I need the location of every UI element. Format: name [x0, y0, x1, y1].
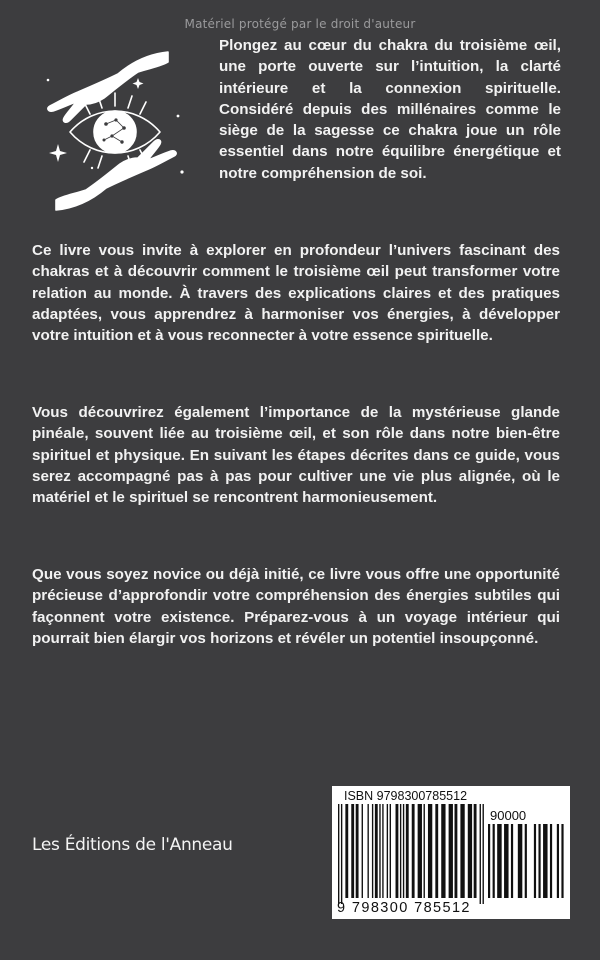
hands-third-eye-icon — [28, 40, 208, 215]
price-code: 90000 — [490, 808, 527, 823]
barcode-bar — [356, 804, 359, 898]
barcode-bar — [468, 804, 472, 898]
barcode-bar — [396, 804, 399, 898]
barcode-bar — [387, 804, 388, 898]
barcode-bar — [406, 804, 409, 898]
barcode-digits: 9 798300 785512 — [337, 900, 471, 916]
barcode-bar — [382, 804, 383, 898]
description-paragraph-3: Vous découvrirez également l’importance de la mystérieuse glande pinéale, souvent liée au troisième œil, et son rôle dans notre bien-être spirituel et physique. En suivant les étapes décrites dans ce guide, vous serez accompagné pas à pas pour cultiver une vie plus alignée, où le matériel et le spirituel se rencontrent harmonieusement. — [32, 404, 560, 507]
barcode-bar — [362, 804, 363, 898]
barcode-bar — [525, 824, 527, 898]
barcode-bar — [483, 804, 484, 904]
barcode-bar — [390, 804, 391, 898]
barcode-bar — [504, 824, 508, 898]
barcode-bar — [538, 824, 540, 898]
barcode-bar — [372, 804, 373, 898]
barcode-bar — [534, 824, 536, 898]
barcode-bar — [493, 824, 495, 898]
barcode-bar — [460, 804, 464, 898]
barcode-bar — [455, 804, 458, 898]
barcode-bar — [511, 824, 513, 898]
description-paragraph-2: Ce livre vous invite à explorer en profondeur l’univers fascinant des chakras et à découvrir comment le troisième œil peut transformer votre relation au monde. À travers des explications claires et des pratiques adaptées, vous apprendrez à harmoniser vos énergies, à développer votre intuition et à vous reconnecter à votre essence spirituelle. — [32, 242, 560, 345]
barcode-bar — [557, 824, 559, 898]
barcode-bar — [488, 824, 490, 898]
barcode-bar — [441, 804, 445, 898]
publisher-name: Les Éditions de l'Anneau — [32, 835, 233, 855]
barcode-bar — [550, 824, 552, 898]
barcode-bar — [543, 824, 547, 898]
barcode-bar — [424, 804, 425, 898]
description-paragraph-1: Plongez au cœur du chakra du troisième œil, une porte ouverte sur l’intuition, la clarté intérieure et la connexion spirituelle. Considéré depuis des millénaires comme le siège de la sagesse ce chakra joue un rôle essentiel dans notre équilibre énergétique et notre compréhension de soi. — [219, 37, 561, 182]
barcode-bar — [338, 804, 339, 904]
barcode-bar — [375, 804, 378, 898]
addon-barcode-bars — [488, 824, 566, 904]
barcode-bar — [403, 804, 404, 898]
isbn-label: ISBN 9798300785512 — [344, 789, 468, 803]
barcode-bar — [474, 804, 477, 898]
copyright-watermark-top: Matériel protégé par le droit d'auteur — [184, 17, 416, 31]
barcode-bar — [561, 824, 563, 898]
ean-barcode-bars — [338, 804, 484, 904]
description-paragraph-4: Que vous soyez novice ou déjà initié, ce livre vous offre une opportunité précieuse d’approfondir votre compréhension des énergies subtiles qui façonnent votre existence. Préparez-vous à un voyage intérieur qui pourrait bien élargir vos horizons et révéler un potentiel insoupçonné. — [32, 566, 560, 647]
barcode-bar — [449, 804, 453, 898]
barcode-bar — [379, 804, 380, 898]
barcode-bar — [418, 804, 422, 898]
barcode-bar — [367, 804, 368, 898]
barcode-bar — [412, 804, 415, 898]
barcode-bar — [341, 804, 342, 904]
barcode-bar — [345, 804, 348, 898]
barcode-bar — [497, 824, 501, 898]
barcode-bar — [400, 804, 401, 898]
barcode-bar — [435, 804, 438, 898]
barcode-bar — [518, 824, 522, 898]
barcode-bar — [480, 804, 481, 904]
barcode-bar — [428, 804, 432, 898]
isbn-barcode — [332, 786, 570, 919]
barcode-bar — [351, 804, 354, 898]
